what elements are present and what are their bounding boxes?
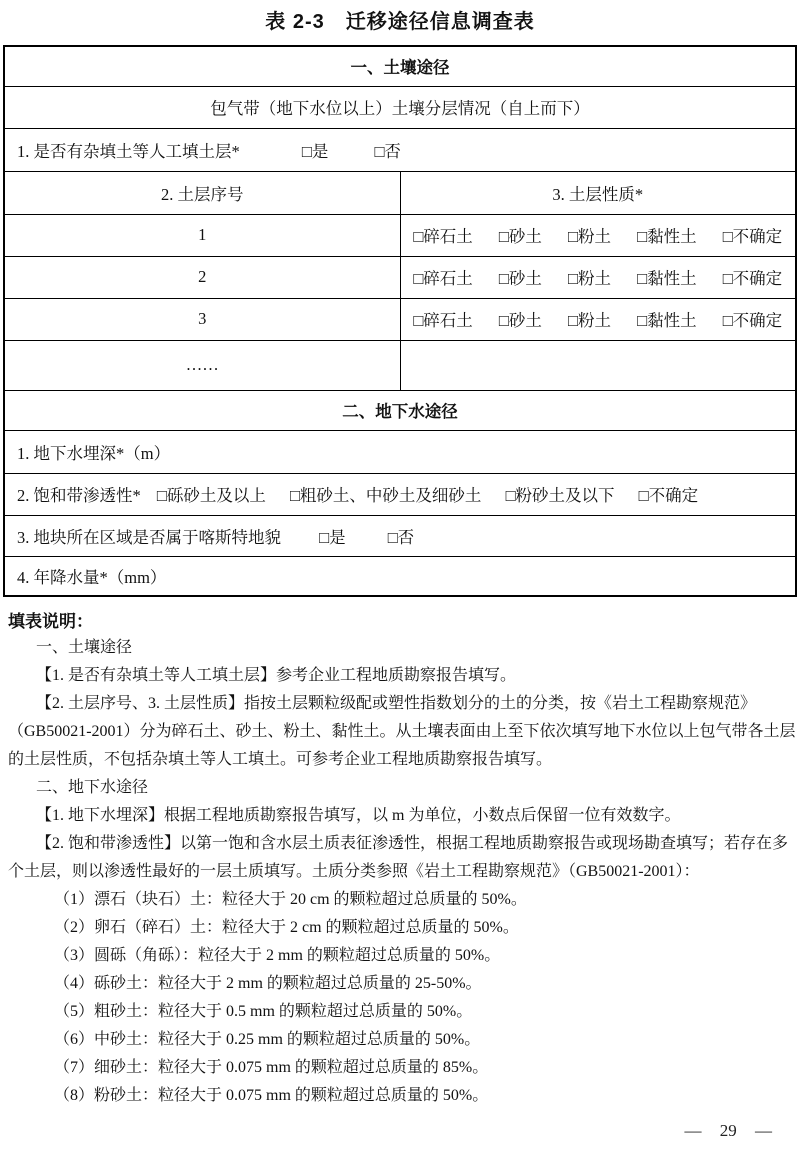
checkbox-no[interactable]: □否 bbox=[387, 527, 415, 547]
checkbox-sand-soil[interactable]: □砂土 bbox=[498, 269, 542, 288]
table-row bbox=[4, 515, 796, 556]
table-row bbox=[4, 430, 796, 473]
note-line: 【2. 饱和带渗透性】以第一饱和含水层土质表征渗透性，根据工程地质勘察报告或现场勘查填写；若存在多 bbox=[36, 835, 789, 852]
layer-property-header: 3. 土层性质* bbox=[400, 171, 796, 214]
checkbox-silt-soil[interactable]: □粉土 bbox=[568, 311, 611, 330]
note-list-item: （2）卵石（碎石）土：粒径大于 2 cm 的颗粒超过总质量的 50%。 bbox=[54, 919, 519, 936]
checkbox-sand-soil[interactable]: □砂土 bbox=[498, 311, 542, 330]
note-line: （GB50021-2001）分为碎石土、砂土、粉土、黏性土。从土壤表面由上至下依次填写地下水位以上包气带各土层 bbox=[8, 723, 796, 740]
note-list-item: （3）圆砾（角砾）：粒径大于 2 mm 的颗粒超过总质量的 50%。 bbox=[54, 947, 501, 964]
note-line: 【1. 是否有杂填土等人工填土层】参考企业工程地质勘察报告填写。 bbox=[36, 667, 517, 684]
checkbox-uncertain[interactable]: □不确定 bbox=[722, 227, 783, 246]
survey-form-table bbox=[3, 45, 797, 597]
checkbox-sand-soil[interactable]: □砂土 bbox=[498, 227, 542, 246]
checkbox-gravel-sand-above[interactable]: □砾砂土及以上 bbox=[156, 486, 266, 505]
note-list-item: （5）粗砂土：粒径大于 0.5 mm 的颗粒超过总质量的 50%。 bbox=[54, 1003, 473, 1020]
table-row bbox=[4, 390, 796, 430]
layer-property-cell bbox=[400, 214, 796, 256]
checkbox-clay-soil[interactable]: □黏性土 bbox=[637, 269, 697, 288]
checkbox-gravel-soil[interactable]: □碎石土 bbox=[413, 269, 473, 288]
note-list-item: （7）细砂土：粒径大于 0.075 mm 的颗粒超过总质量的 85%。 bbox=[54, 1059, 489, 1076]
table-row bbox=[4, 340, 796, 390]
table-row bbox=[4, 128, 796, 171]
note-line: 个土层，则以渗透性最好的一层土质填写。土质分类参照《岩土工程勘察规范》（GB50021-2001）： bbox=[8, 863, 700, 880]
notes-heading: 填表说明： bbox=[8, 612, 93, 631]
checkbox-silty-sand-below[interactable]: □粉砂土及以下 bbox=[505, 486, 615, 505]
layer-property-cell bbox=[400, 256, 796, 298]
section-header-soil-path: 一、土壤途径 bbox=[4, 46, 796, 86]
annual-precipitation-cell: 4. 年降水量*（mm） bbox=[4, 556, 796, 596]
checkbox-silt-soil[interactable]: □粉土 bbox=[568, 227, 611, 246]
vadose-zone-caption: 包气带（地下水位以上）土壤分层情况（自上而下） bbox=[4, 86, 796, 128]
checkbox-yes[interactable]: □是 bbox=[301, 141, 329, 161]
checkbox-uncertain[interactable]: □不确定 bbox=[638, 486, 699, 505]
layer-seq-cell: 2 bbox=[4, 256, 400, 298]
note-list-item: （8）粉砂土：粒径大于 0.075 mm 的颗粒超过总质量的 50%。 bbox=[54, 1087, 489, 1104]
table-row bbox=[4, 473, 796, 515]
page-number: — 29 — bbox=[684, 1121, 772, 1140]
checkbox-yes[interactable]: □是 bbox=[319, 527, 346, 547]
note-list-item: （1）漂石（块石）土：粒径大于 20 cm 的颗粒超过总质量的 50%。 bbox=[54, 891, 527, 908]
note-line: 二、地下水途径 bbox=[36, 779, 149, 796]
note-line: 【2. 土层序号、3. 土层性质】指按土层颗粒级配或塑性指数划分的土的分类，按《岩土工程勘察规范》 bbox=[36, 695, 757, 712]
table-row bbox=[4, 171, 796, 214]
table-row bbox=[4, 556, 796, 596]
checkbox-gravel-soil[interactable]: □碎石土 bbox=[413, 311, 473, 330]
table-row bbox=[4, 214, 796, 256]
notes-section bbox=[8, 610, 796, 1110]
checkbox-no[interactable]: □否 bbox=[374, 141, 401, 161]
checkbox-silt-soil[interactable]: □粉土 bbox=[568, 269, 611, 288]
layer-seq-cell-ellipsis: …… bbox=[4, 340, 400, 390]
note-line: 的土层性质，不包括杂填土等人工填土。可参考企业工程地质勘察报告填写。 bbox=[8, 751, 553, 768]
groundwater-depth-cell: 1. 地下水埋深*（m） bbox=[4, 430, 796, 473]
page-title: 表 2-3 迁移途径信息调查表 bbox=[265, 11, 535, 33]
section-header-groundwater-path: 二、地下水途径 bbox=[4, 390, 796, 430]
permeability-label: 2. 饱和带渗透性* bbox=[17, 486, 141, 505]
fill-layer-question-label: 1. 是否有杂填土等人工填土层* bbox=[17, 141, 240, 161]
layer-seq-cell: 3 bbox=[4, 298, 400, 340]
checkbox-coarse-medium-fine-sand[interactable]: □粗砂土、中砂土及细砂土 bbox=[289, 486, 482, 505]
layer-property-cell-empty bbox=[400, 340, 796, 390]
note-list-item: （4）砾砂土：粒径大于 2 mm 的颗粒超过总质量的 25-50%。 bbox=[54, 975, 482, 992]
checkbox-uncertain[interactable]: □不确定 bbox=[722, 311, 783, 330]
note-list-item: （6）中砂土：粒径大于 0.25 mm 的颗粒超过总质量的 50%。 bbox=[54, 1031, 481, 1048]
table-row bbox=[4, 46, 796, 86]
note-line: 【1. 地下水埋深】根据工程地质勘察报告填写，以 m 为单位，小数点后保留一位有效数字。 bbox=[36, 807, 681, 824]
layer-property-cell bbox=[400, 298, 796, 340]
layer-seq-cell: 1 bbox=[4, 214, 400, 256]
permeability-cell bbox=[4, 473, 796, 515]
note-line: 一、土壤途径 bbox=[36, 639, 133, 656]
fill-layer-question-cell bbox=[4, 128, 796, 171]
karst-question-label: 3. 地块所在区域是否属于喀斯特地貌 bbox=[17, 527, 281, 547]
karst-question-cell bbox=[4, 515, 796, 556]
table-row bbox=[4, 298, 796, 340]
table-row bbox=[4, 86, 796, 128]
layer-seq-header: 2. 土层序号 bbox=[4, 171, 400, 214]
checkbox-uncertain[interactable]: □不确定 bbox=[722, 269, 783, 288]
checkbox-clay-soil[interactable]: □黏性土 bbox=[637, 311, 697, 330]
checkbox-clay-soil[interactable]: □黏性土 bbox=[637, 227, 697, 246]
checkbox-gravel-soil[interactable]: □碎石土 bbox=[413, 227, 473, 246]
table-row bbox=[4, 256, 796, 298]
